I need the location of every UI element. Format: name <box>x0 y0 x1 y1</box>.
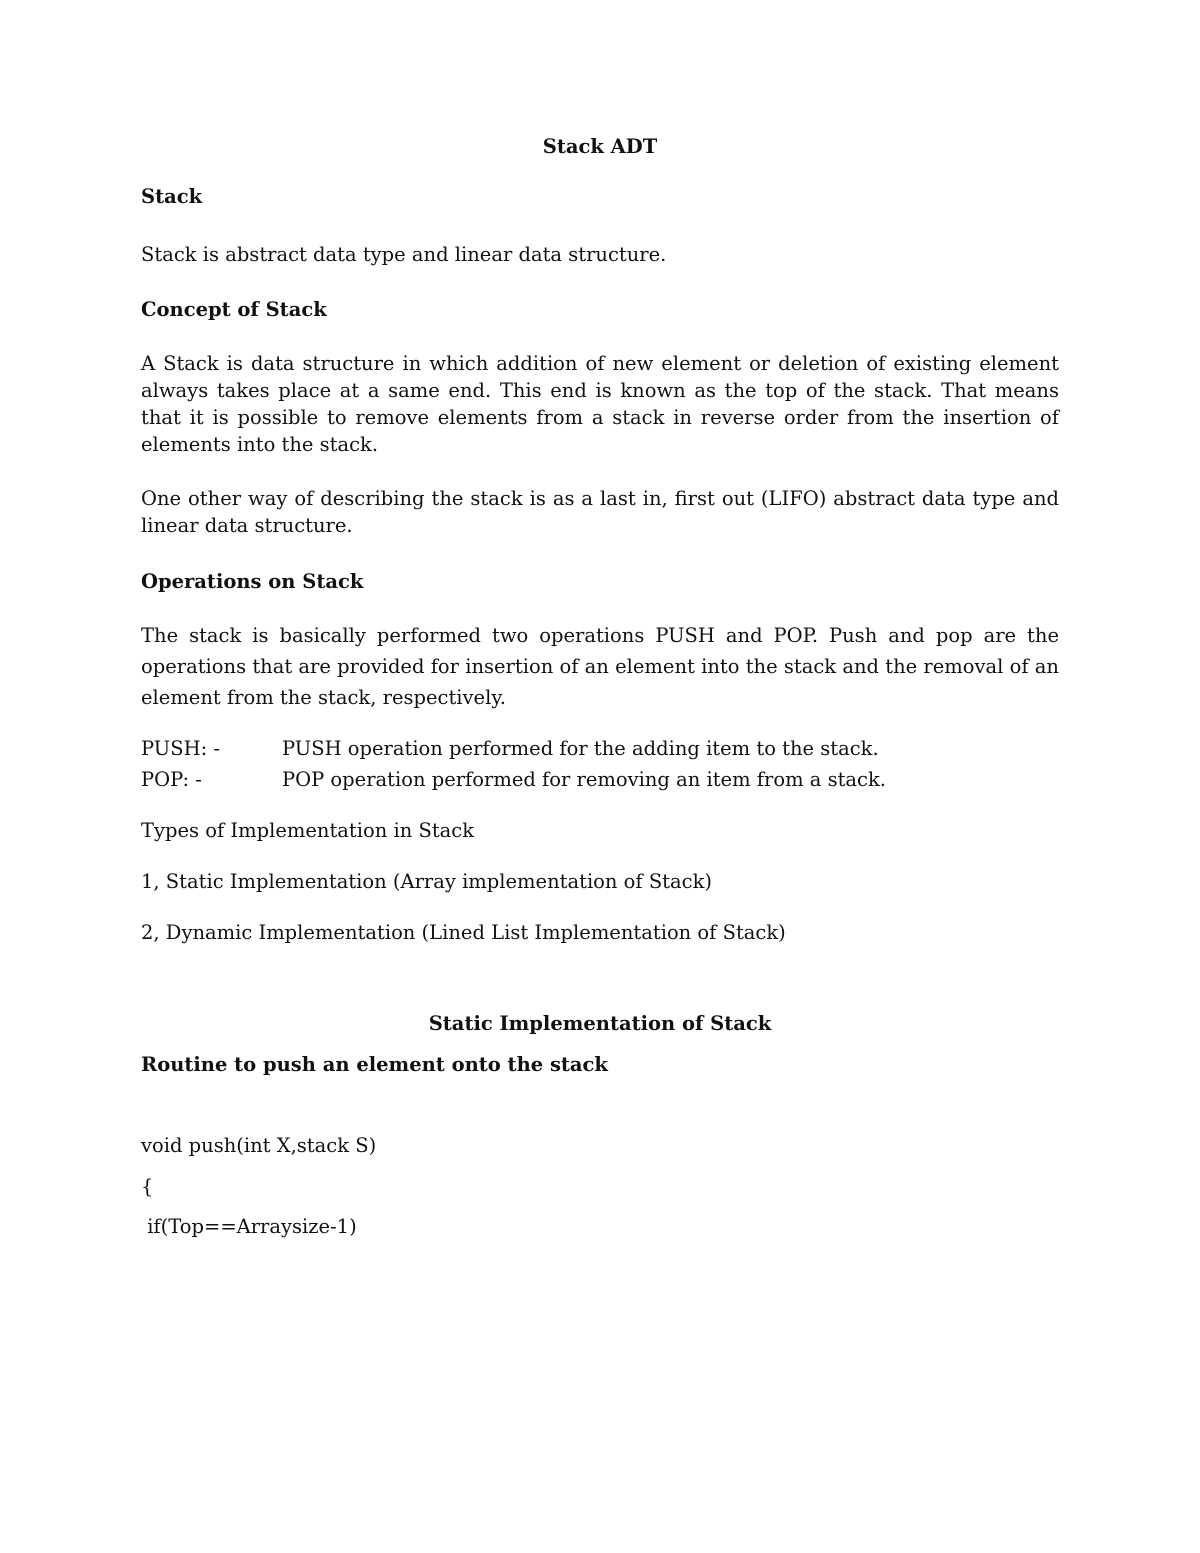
op-desc-push: PUSH operation performed for the adding item to the stack. <box>282 737 879 760</box>
types-item-dynamic: 2, Dynamic Implementation (Lined List Implementation of Stack) <box>141 921 786 944</box>
op-label-pop: POP: - <box>141 768 202 791</box>
heading-stack: Stack <box>141 185 203 208</box>
op-desc-pop: POP operation performed for removing an item from a stack. <box>282 768 886 791</box>
types-heading: Types of Implementation in Stack <box>141 819 475 842</box>
document-title: Stack ADT <box>542 135 658 158</box>
code-line-3: if(Top==Arraysize-1) <box>141 1215 357 1238</box>
heading-concept-of-stack: Concept of Stack <box>141 298 327 321</box>
op-label-push: PUSH: - <box>141 737 220 760</box>
stack-definition-text: Stack is abstract data type and linear data structure. <box>141 243 667 266</box>
concept-paragraph-2: One other way of describing the stack is as a last in, first out (LIFO) abstract data type and linear data structure. <box>141 487 1059 537</box>
static-implementation-title: Static Implementation of Stack <box>428 1012 772 1035</box>
routine-push-heading: Routine to push an element onto the stack <box>141 1053 608 1076</box>
types-item-static: 1, Static Implementation (Array implementation of Stack) <box>141 870 712 893</box>
code-line-1: void push(int X,stack S) <box>141 1134 377 1157</box>
heading-operations-on-stack: Operations on Stack <box>141 570 364 593</box>
code-line-2: { <box>141 1175 154 1198</box>
operations-paragraph: The stack is basically performed two operations PUSH and POP. Push and pop are the operations that are provided for insertion of an element into the stack and the removal of an element from the stack, respectively. <box>141 624 1059 709</box>
concept-paragraph-1: A Stack is data structure in which addition of new element or deletion of existing element always takes place at a same end. This end is known as the top of the stack. That means that it is possible to remove elements from a stack in reverse order from the insertion of elements into the stack. <box>141 352 1059 456</box>
